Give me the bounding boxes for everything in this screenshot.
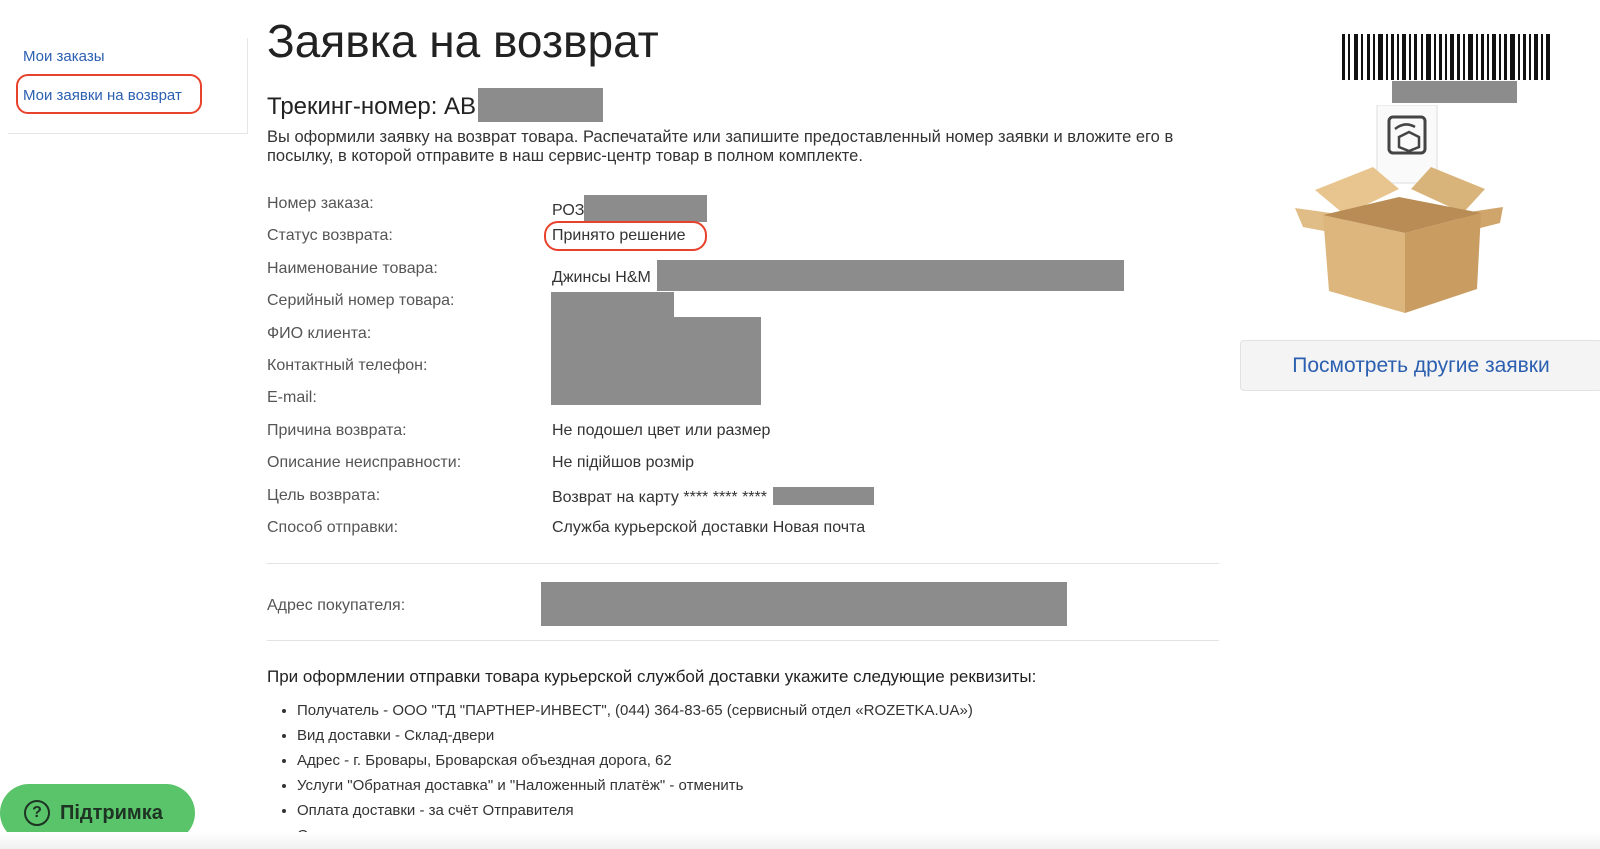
highlight-oval <box>544 221 707 251</box>
tracking-label: Трекинг-номер: АВ <box>267 93 477 120</box>
redacted-block <box>541 582 1067 626</box>
detail-label: ФИО клиента: <box>267 324 372 342</box>
detail-row-defect <box>267 451 1227 483</box>
redacted-block <box>551 317 761 405</box>
return-details <box>267 192 1227 548</box>
detail-value: Возврат на карту **** **** **** <box>552 487 874 507</box>
detail-label: Цель возврата: <box>267 486 381 504</box>
sidebar <box>8 38 248 134</box>
detail-label: Способ отправки: <box>267 518 399 536</box>
redacted-block <box>584 195 707 222</box>
redacted-block <box>478 88 603 122</box>
list-item: • Услуги "Обратная доставка" и "Наложенный платёж" - отменить <box>297 773 982 798</box>
tracking-number <box>267 88 603 122</box>
detail-label: Наименование товара: <box>267 259 438 277</box>
detail-row-refund-target <box>267 484 1227 516</box>
redacted-block <box>657 260 1124 291</box>
status-value: Принято решение <box>552 227 686 245</box>
detail-label: Описание неисправности: <box>267 454 462 472</box>
sidebar-item-my-orders[interactable]: Мои заказы <box>23 48 105 65</box>
detail-row-order-number <box>267 192 1227 224</box>
detail-label: Контактный телефон: <box>267 356 428 374</box>
list-item: • Вид доставки - Склад-двери <box>297 723 982 748</box>
divider <box>267 563 1219 564</box>
detail-label: Причина возврата: <box>267 421 407 439</box>
redacted-block <box>1392 81 1517 103</box>
redacted-block <box>551 292 674 319</box>
bottom-bar <box>0 832 1600 849</box>
intro-text: Вы оформили заявку на возврат товара. Распечатайте или запишите предоставленный номер заявки и вложите его в посылку, в которой отправите в наш сервис-центр товар в полном комплекте. <box>267 128 1174 165</box>
redacted-block <box>773 487 874 505</box>
detail-label: Статус возврата: <box>267 227 393 245</box>
shipping-note: При оформлении отправки товара курьерской службой доставки укажите следующие реквизиты: <box>267 667 1037 686</box>
list-item: • Адрес - г. Бровары, Броварская объездная дорога, 62 <box>297 748 982 773</box>
address-label: Адрес покупателя: <box>267 597 406 614</box>
detail-label: E-mail: <box>267 389 317 407</box>
detail-row-reason <box>267 419 1227 451</box>
return-box-icon <box>1295 105 1505 320</box>
page-title: Заявка на возврат <box>267 15 659 67</box>
sidebar-item-my-returns[interactable]: Мои заявки на возврат <box>23 87 182 104</box>
detail-value: Не подошел цвет или размер <box>552 421 771 439</box>
barcode-icon <box>1342 34 1550 80</box>
highlight-circle <box>16 74 202 114</box>
view-other-requests-button[interactable]: Посмотреть другие заявки <box>1240 340 1600 391</box>
detail-label: Серийный номер товара: <box>267 292 455 310</box>
detail-row-product-name <box>267 257 1227 289</box>
detail-value: Джинсы H&M <box>552 260 1124 291</box>
list-item: • Получатель - ООО "ТД "ПАРТНЕР-ИНВЕСТ", (044) 364-83-65 (сервисный отдел «ROZETKA.UA») <box>297 698 982 723</box>
detail-row-status <box>267 224 1227 256</box>
detail-row-shipping-method <box>267 516 1227 548</box>
question-icon: ? <box>24 800 50 826</box>
detail-value <box>552 292 674 319</box>
requisites-list <box>297 698 982 848</box>
support-label: Підтримка <box>60 801 163 824</box>
divider <box>267 640 1219 641</box>
detail-label: Номер заказа: <box>267 195 374 212</box>
detail-value: РОЗ <box>552 195 707 222</box>
detail-value: Служба курьерской доставки Новая почта <box>552 518 866 536</box>
list-item: • Оплата доставки - за счёт Отправителя <box>297 798 982 823</box>
detail-value: Не підійшов розмір <box>552 454 695 472</box>
